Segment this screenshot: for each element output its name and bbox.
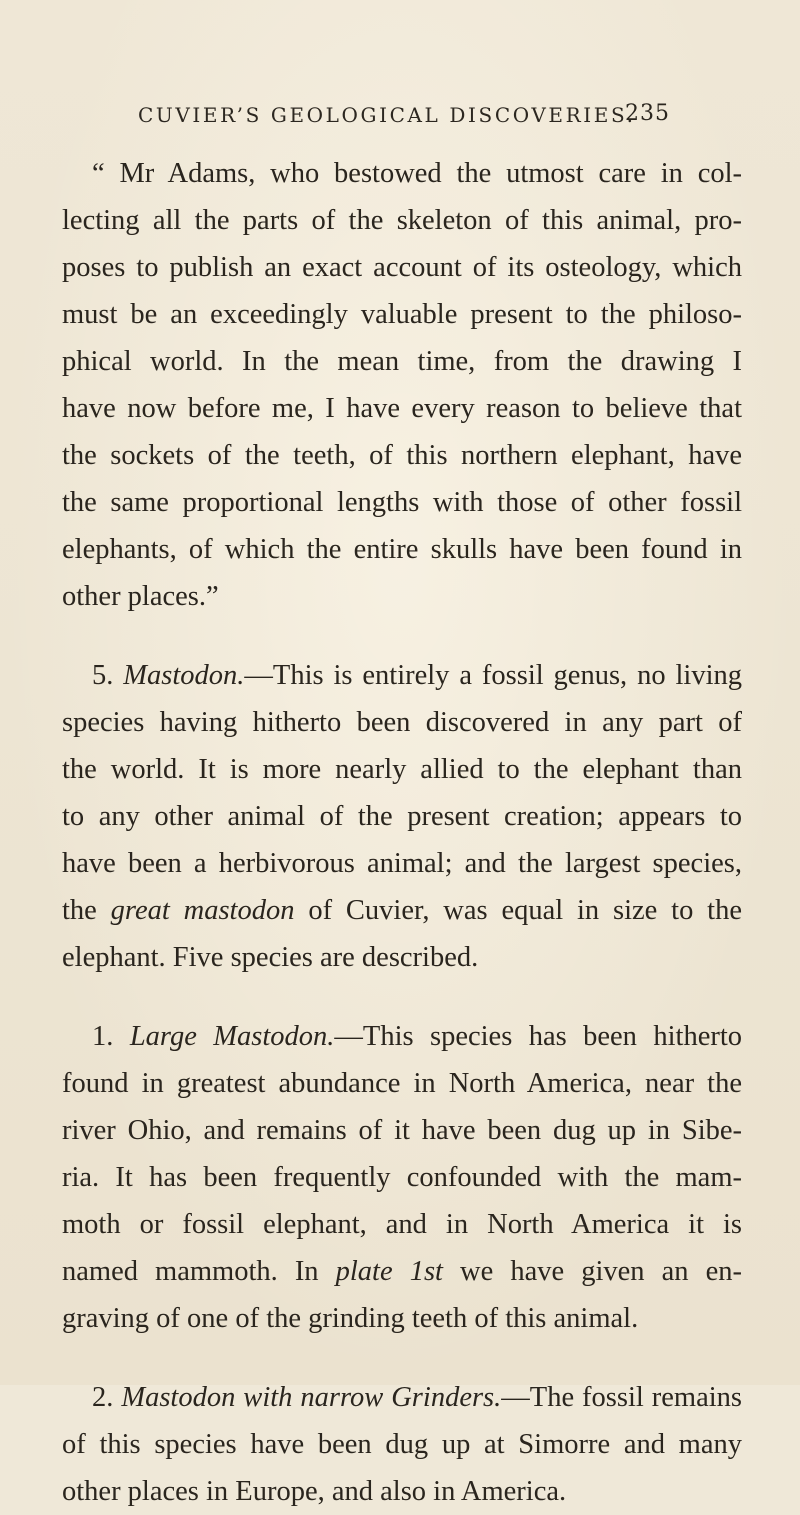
italic-term: plate 1st [335,1256,443,1287]
text-line: ria. It has been frequently confounded with the mam- [62,1162,742,1193]
paragraph-quote [62,150,742,620]
text-line: to any other animal of the present creation; appears to [62,801,742,832]
text-line: “ Mr Adams, who bestowed the utmost care in col- [92,158,742,189]
text-line: named mammoth. In plate 1st we have given an en- [62,1256,742,1287]
text-line: elephants, of which the entire skulls have been found in [62,534,742,565]
section-heading: Large Mastodon. [129,1021,335,1052]
text-line: phical world. In the mean time, from the drawing I [62,346,742,377]
text-line: river Ohio, and remains of it have been dug up in Sibe- [62,1115,742,1146]
text-line: graving of one of the grinding teeth of this animal. [62,1303,639,1334]
paragraph-mastodon [62,652,742,981]
text-line: other places.” [62,581,219,612]
section-number: 5. [92,660,114,691]
text-line: poses to publish an exact account of its osteology, which [62,252,742,283]
text-line: the great mastodon of Cuvier, was equal in size to the [62,895,743,926]
text-line: of this species have been dug up at Simorre and many [62,1429,742,1460]
section-heading: Mastodon. [123,660,245,691]
paragraph-narrow-grinders [62,1374,742,1515]
text-line: elephant. Five species are described. [62,942,479,973]
paragraph-large-mastodon [62,1013,742,1342]
section-number: 1. [92,1021,114,1052]
text-line: 2. Mastodon with narrow Grinders.—The fossil remains [92,1382,742,1413]
text-line: the world. It is more nearly allied to the elephant than [62,754,742,785]
text-line: the same proportional lengths with those of other fossil [62,487,742,518]
section-heading: Mastodon with narrow Grinders. [121,1382,502,1413]
text-line: have now before me, I have every reason to believe that [62,393,742,424]
text-line: the sockets of the teeth, of this northern elephant, have [62,440,742,471]
text-line: 5. Mastodon.—This is entirely a fossil genus, no living [92,660,742,691]
text-line: must be an exceedingly valuable present to the philoso- [62,299,742,330]
italic-term: great mastodon [110,895,295,926]
text-line: lecting all the parts of the skeleton of this animal, pro- [62,205,742,236]
text-line: species having hitherto been discovered in any part of [62,707,742,738]
section-number: 2. [92,1382,114,1413]
text-line: 1. Large Mastodon.—This species has been hitherto [92,1021,743,1052]
text-line: moth or fossil elephant, and in North America it is [62,1209,742,1240]
running-head [60,103,760,137]
text-line: found in greatest abundance in North America, near the [62,1068,742,1099]
text-line: have been a herbivorous animal; and the largest species, [62,848,742,879]
body-text [62,150,742,1515]
text-line: other places in Europe, and also in America. [62,1476,567,1507]
page-number: 235 [625,101,670,126]
running-title: CUVIER’S GEOLOGICAL DISCOVERIES. [138,103,636,127]
